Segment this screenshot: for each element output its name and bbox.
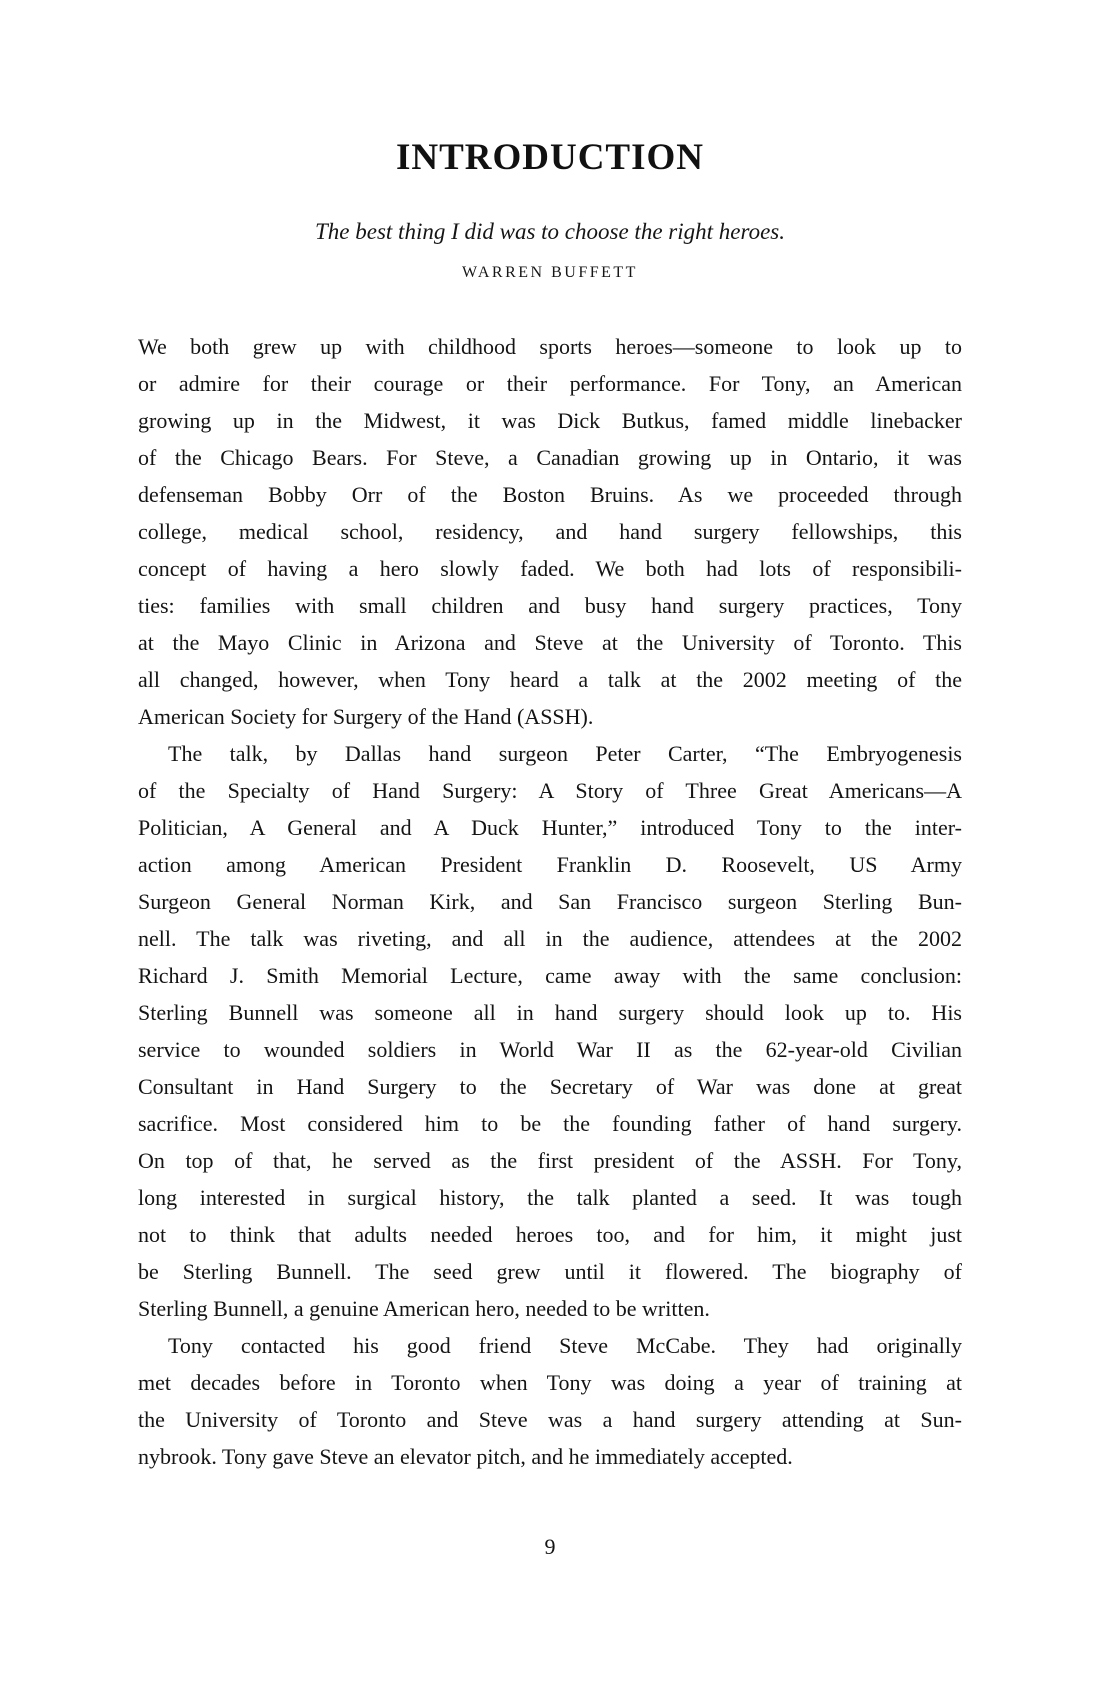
text-line: be Sterling Bunnell. The seed grew until it flowered. The biography of xyxy=(138,1259,962,1284)
text-line: Sterling Bunnell was someone all in hand surgery should look up to. His xyxy=(138,1000,962,1025)
text-line: met decades before in Toronto when Tony was doing a year of training at xyxy=(138,1370,962,1395)
text-line: action among American President Franklin D. Roosevelt, US Army xyxy=(138,852,962,877)
text-line: We both grew up with childhood sports heroes—someone to look up to xyxy=(138,334,962,359)
text-line: American Society for Surgery of the Hand (ASSH). xyxy=(138,704,594,729)
page-number: 9 xyxy=(544,1534,556,1559)
epigraph-quote: The best thing I did was to choose the right heroes. xyxy=(315,219,785,244)
chapter-title: INTRODUCTION xyxy=(395,137,705,178)
text-line: Sterling Bunnell, a genuine American hero, needed to be written. xyxy=(138,1296,710,1321)
text-line: sacrifice. Most considered him to be the founding father of hand surgery. xyxy=(138,1111,962,1136)
text-line: of the Chicago Bears. For Steve, a Canadian growing up in Ontario, it was xyxy=(138,445,962,470)
text-line: college, medical school, residency, and hand surgery fellowships, this xyxy=(138,519,962,544)
text-line: of the Specialty of Hand Surgery: A Story of Three Great Americans—A xyxy=(138,778,962,803)
text-line: or admire for their courage or their performance. For Tony, an American xyxy=(138,371,962,396)
paragraph xyxy=(138,1327,962,1475)
text-line: all changed, however, when Tony heard a talk at the 2002 meeting of the xyxy=(138,667,962,692)
text-line: Politician, A General and A Duck Hunter,” introduced Tony to the inter- xyxy=(138,815,962,840)
text-line: defenseman Bobby Orr of the Boston Bruins. As we proceeded through xyxy=(138,482,962,507)
text-line: nell. The talk was riveting, and all in the audience, attendees at the 2002 xyxy=(138,926,962,951)
text-line: long interested in surgical history, the talk planted a seed. It was tough xyxy=(138,1185,962,1210)
body-text xyxy=(138,328,962,1475)
text-line: the University of Toronto and Steve was a hand surgery attending at Sun- xyxy=(138,1407,962,1432)
text-line: Consultant in Hand Surgery to the Secretary of War was done at great xyxy=(138,1074,962,1099)
text-line: growing up in the Midwest, it was Dick Butkus, famed middle linebacker xyxy=(138,408,962,433)
text-line: concept of having a hero slowly faded. We both had lots of responsibili- xyxy=(138,556,962,581)
text-line: On top of that, he served as the first president of the ASSH. For Tony, xyxy=(138,1148,962,1173)
text-line: service to wounded soldiers in World War II as the 62-year-old Civilian xyxy=(138,1037,962,1062)
paragraph xyxy=(138,735,962,1327)
text-line: nybrook. Tony gave Steve an elevator pitch, and he immediately accepted. xyxy=(138,1444,793,1469)
epigraph-attribution: WARREN BUFFETT xyxy=(462,264,638,281)
paragraph xyxy=(138,328,962,735)
text-line: Tony contacted his good friend Steve McCabe. They had originally xyxy=(168,1333,962,1358)
text-line: not to think that adults needed heroes too, and for him, it might just xyxy=(138,1222,962,1247)
text-line: Surgeon General Norman Kirk, and San Francisco surgeon Sterling Bun- xyxy=(138,889,962,914)
text-line: The talk, by Dallas hand surgeon Peter Carter, “The Embryogenesis xyxy=(168,741,962,766)
text-line: ties: families with small children and busy hand surgery practices, Tony xyxy=(138,593,962,618)
text-line: Richard J. Smith Memorial Lecture, came away with the same conclusion: xyxy=(138,963,962,988)
text-line: at the Mayo Clinic in Arizona and Steve at the University of Toronto. This xyxy=(138,630,962,655)
